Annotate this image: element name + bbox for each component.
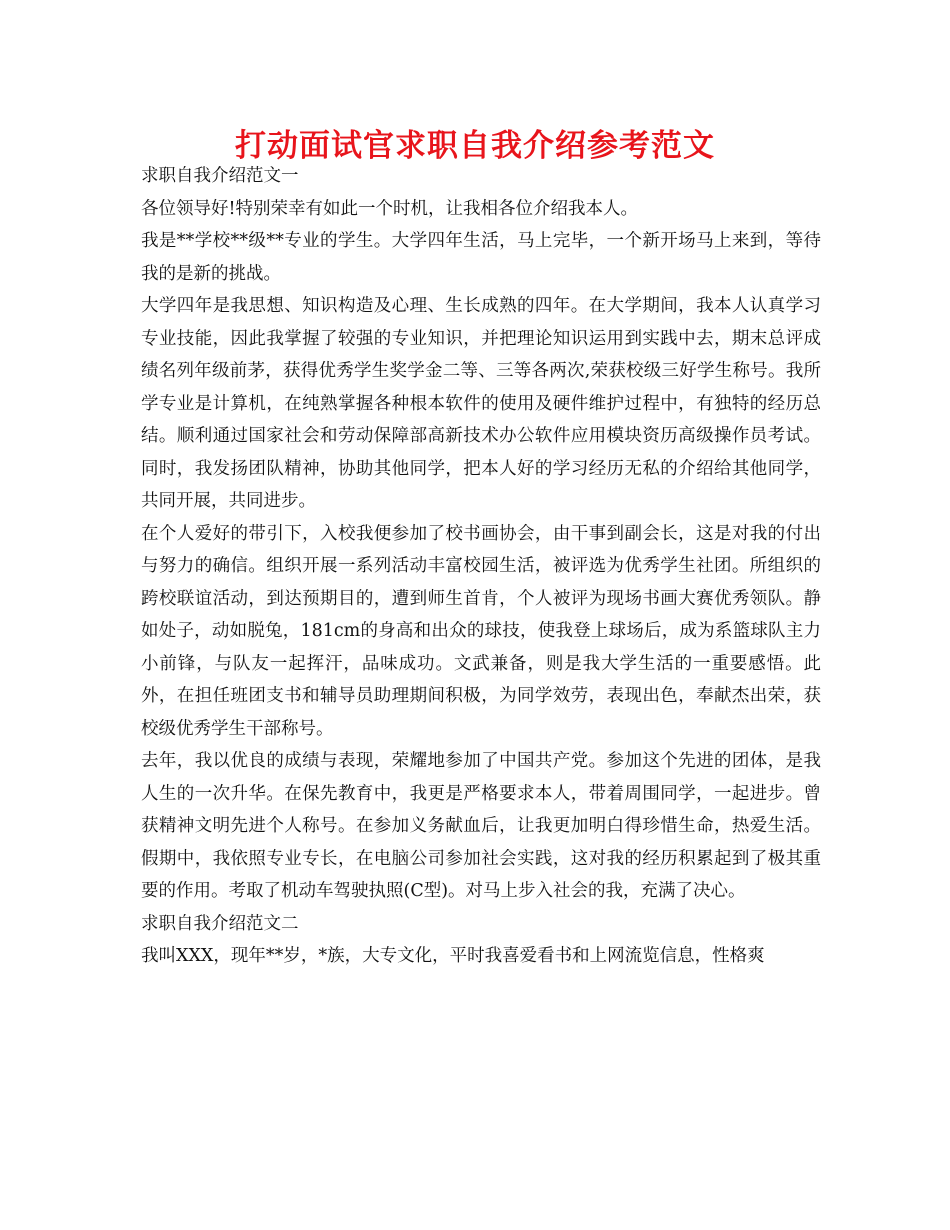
paragraph-second-intro: 我叫XXX，现年**岁，*族，大专文化，平时我喜爱看书和上网流览信息，性格爽 <box>141 946 765 966</box>
paragraph-study: 大学四年是我思想、知识构造及心理、生长成熟的四年。在大学期间，我本人认真学习专业技能，因此我掌握了较强的专业知识，并把理论知识运用到实践中去，期末总评成绩名列年级前茅，获得优秀学生奖学金二等、三等各两次,荣获校级三好学生称号。我所学专业是计算机，在纯熟掌握各种根本软件的使用及硬件维护过程中，有独特的经历总结。顺利通过国家社会和劳动保障部高新技术办公软件应用模块资历高级操作员考试。同时，我发扬团队精神，协助其他同学，把本人好的学习经历无私的介绍给其他同学，共同开展，共同进步。 <box>141 296 821 511</box>
document-title: 打动面试官求职自我介绍参考范文 <box>235 128 715 164</box>
paragraph-activities: 在个人爱好的带引下，入校我便参加了校书画协会，由干事到副会长，这是对我的付出与努力的确信。组织开展一系列活动丰富校园生活，被评选为优秀学生社团。所组织的跨校联谊活动，到达预期目的，遭到师生首肯，个人被评为现场书画大赛优秀领队。静如处子，动如脱兔，181cm的身高和出众的球技，使我登上球场后，成为系篮球队主力小前锋，与队友一起挥汗，品味成功。文武兼备，则是我大学生活的一重要感悟。此外，在担任班团支书和辅导员助理期间积极，为同学效劳，表现出色，奉献杰出荣，获校级优秀学生干部称号。 <box>141 523 821 739</box>
document-body <box>141 160 821 973</box>
paragraph-intro: 我是**学校**级**专业的学生。大学四年生活，马上完毕，一个新开场马上来到，等待我的是新的挑战。 <box>141 231 821 284</box>
paragraph-greeting: 各位领导好!特别荣幸有如此一个时机，让我相各位介绍我本人。 <box>141 198 639 219</box>
section-heading-1: 求职自我介绍范文一 <box>141 166 299 186</box>
section-heading-2: 求职自我介绍范文二 <box>141 913 299 934</box>
paragraph-party: 去年，我以优良的成绩与表现，荣耀地参加了中国共产党。参加这个先进的团体，是我人生的一次升华。在保先教育中，我更是严格要求本人，带着周围同学，一起进步。曾获精神文明先进个人称号。在参加义务献血后，让我更加明白得珍惜生命，热爱生活。假期中，我依照专业专长，在电脑公司参加社会实践，这对我的经历积累起到了极其重要的作用。考取了机动车驾驶执照(C型)。对马上步入社会的我，充满了决心。 <box>141 751 821 901</box>
